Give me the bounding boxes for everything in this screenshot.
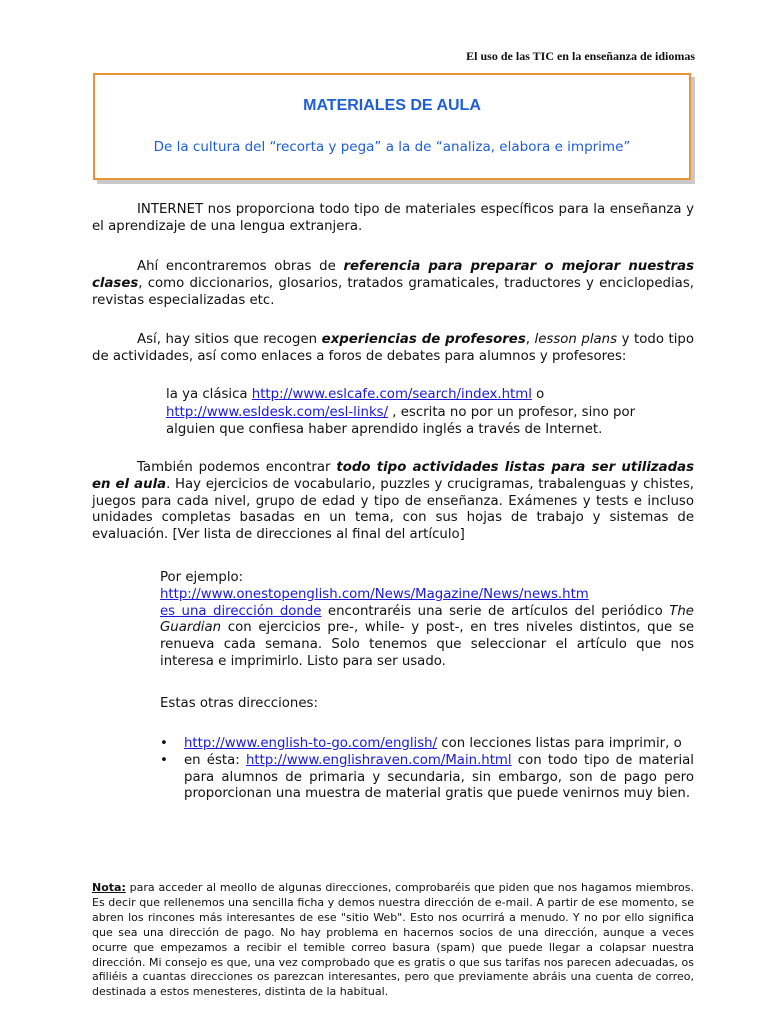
paragraph-experiencias — [92, 332, 694, 366]
note-label: Nota: — [92, 881, 126, 894]
paragraph-referencia — [92, 259, 694, 309]
text-run: , como diccionarios, glosarios, tratados gramaticales, traductores y enciclopedias, revistas especializadas etc. — [92, 275, 694, 308]
example-link-line — [160, 587, 694, 604]
english-to-go-link[interactable]: http://www.english-to-go.com/english/ — [184, 736, 438, 751]
emphasis-text: referencia para preparar o mejorar nuestras clases — [92, 259, 694, 291]
text-run: , — [525, 332, 535, 347]
text-run: con todo tipo de material para alumnos de primaria y secundaria, sin embargo, son de pago pero proporcionan una muestra de material gratis que puede venirnos muy bien. — [184, 752, 694, 802]
bullet-list — [160, 736, 694, 803]
links-line-1 — [166, 386, 694, 404]
title-box — [93, 73, 691, 180]
text-run: con ejercicios pre-, while- y post-, en tres niveles distintos, que se renueva cada semana. Solo tenemos que seleccionar el artículo que nos interesa e imprimirlo. Listo para ser usado. — [160, 620, 694, 669]
text-run: , escrita no por un profesor, sino por — [388, 404, 636, 420]
note-paragraph — [92, 881, 694, 1000]
example-block — [160, 570, 694, 671]
text-run: o — [531, 387, 545, 402]
emphasis-text: todo tipo actividades listas para ser utilizadas en el aula — [92, 460, 695, 492]
onestopenglish-link-continued[interactable]: es una dirección donde — [160, 603, 322, 619]
text-run: la ya clásica — [166, 387, 252, 402]
internet-lead: INTERNET — [137, 202, 204, 217]
text-run: en ésta: — [184, 752, 246, 768]
links-block — [166, 386, 694, 439]
page-title: MATERIALES DE AULA — [303, 97, 481, 114]
example-text — [160, 604, 694, 671]
italic-text: The Guardian — [160, 603, 694, 636]
text-run: con lecciones listas para imprimir, o — [437, 736, 682, 751]
page-subtitle: De la cultura del “recorta y pega” a la de “analiza, elabora e imprime” — [153, 139, 631, 155]
text-run: y todo tipo de actividades, así como enlaces a foros de debates para alumnos y profesores: — [92, 332, 694, 364]
bullet-icon: • — [160, 752, 168, 768]
internet-text: nos proporciona todo tipo de materiales específicos para la enseñanza y el aprendizaje de una lengua extranjera. — [92, 202, 694, 234]
text-run: . Hay ejercicios de vocabulario, puzzles y crucigramas, trabalenguas y chistes, juegos para cada nivel, grupo de edad y tipo de enseñanza. Exámenes y tests e incluso unidades completas basadas en un tema, con sus hojas de trabajo y sistemas de evaluación. [Ver lista de direcciones al final del artículo] — [92, 476, 694, 543]
paragraph-actividades — [92, 460, 694, 544]
list-item — [160, 753, 694, 803]
italic-text: lesson plans — [534, 332, 618, 347]
text-run: Así, hay sitios que recogen — [137, 332, 322, 347]
text-run: También podemos encontrar — [137, 460, 337, 475]
onestopenglish-link[interactable]: http://www.onestopenglish.com/News/Magazine/News/news.htm — [160, 586, 589, 602]
others-label: Estas otras direcciones: — [160, 696, 318, 711]
bullet-icon: • — [160, 736, 168, 751]
links-line-3: alguien que confiesa haber aprendido inglés a través de Internet. — [166, 422, 603, 437]
text-run: encontraréis una serie de artículos del periódico — [321, 603, 670, 619]
paragraph-internet — [92, 202, 694, 236]
esldesk-link[interactable]: http://www.esldesk.com/esl-links/ — [166, 404, 389, 420]
eslcafe-link[interactable]: http://www.eslcafe.com/search/index.html — [251, 387, 532, 402]
text-run: Ahí encontraremos obras de — [137, 259, 344, 274]
example-label: Por ejemplo: — [160, 570, 244, 585]
emphasis-text: experiencias de profesores — [321, 332, 526, 347]
list-item — [160, 736, 694, 753]
links-line-2 — [166, 404, 694, 422]
note-text: para acceder al meollo de algunas direcciones, comprobaréis que piden que nos hagamos miembros. Es decir que rellenemos una sencilla ficha y demos nuestra dirección de e-mail. A partir de ese momento, se abren los rincones más interesantes de ese "sitio Web". Esto nos ocurrirá a menudo. Y no por ello significa que sea una dirección de pago. No hay problema en hacernos socios de una dirección, aunque a veces ocurre que empezamos a recibir el temible correo basura (spam) que puede llegar a colapsar nuestra dirección. Mi consejo es que, una vez comprobado que es gratis o que sus tarifas nos parecen adecuadas, os afiliéis a cuantas direcciones os parezcan interesantes, pero que previamente abráis una cuenta de correo, destinada a estos menesteres, distinta de la habitual. — [92, 881, 694, 999]
running-header: El uso de las TIC en la enseñanza de idiomas — [466, 49, 695, 63]
englishraven-link[interactable]: http://www.englishraven.com/Main.html — [245, 752, 512, 768]
